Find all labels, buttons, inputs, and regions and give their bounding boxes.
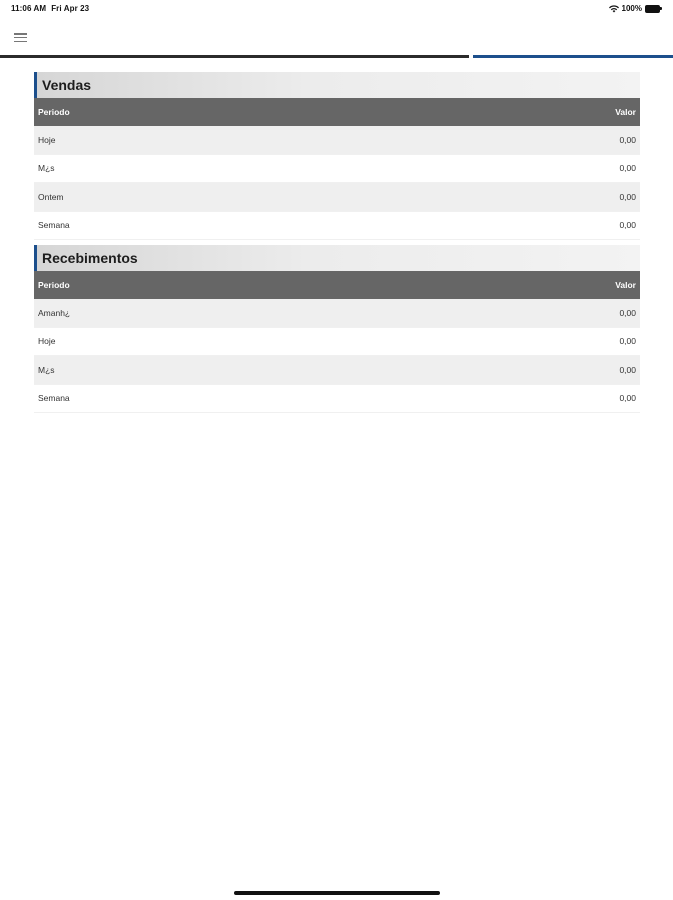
recebimentos-section [34, 245, 640, 413]
status-time: 11:06 AM [11, 4, 47, 13]
vendas-section-header [34, 72, 640, 98]
status-bar [0, 0, 673, 18]
table-row [34, 126, 640, 155]
vendas-section [34, 72, 640, 240]
recebimentos-section-header [34, 245, 640, 271]
vendas-col-periodo: Periodo [38, 107, 70, 117]
periodo-cell: Semana [38, 393, 70, 404]
table-row [34, 356, 640, 385]
battery-percent: 100% [621, 4, 642, 13]
periodo-cell: Hoje [38, 134, 56, 145]
table-row [34, 183, 640, 212]
recebimentos-col-periodo: Periodo [38, 280, 70, 290]
vendas-col-valor: Valor [615, 107, 636, 117]
valor-cell: 0,00 [619, 364, 636, 375]
table-row [34, 328, 640, 357]
valor-cell: 0,00 [619, 191, 636, 202]
wifi-icon [609, 5, 619, 13]
periodo-cell: M¿s [38, 163, 55, 174]
periodo-cell: Ontem [38, 191, 64, 202]
periodo-cell: Semana [38, 220, 70, 231]
valor-cell: 0,00 [619, 307, 636, 318]
recebimentos-table-body [34, 299, 640, 413]
hamburger-menu-icon[interactable] [14, 33, 27, 43]
divider-dark-segment [0, 55, 469, 58]
battery-icon [645, 5, 662, 13]
periodo-cell: Amanh¿ [38, 307, 71, 318]
vendas-table-header [34, 98, 640, 126]
status-time-date [11, 4, 89, 13]
table-row [34, 385, 640, 414]
valor-cell: 0,00 [619, 220, 636, 231]
status-indicators [609, 4, 662, 13]
table-row [34, 299, 640, 328]
recebimentos-col-valor: Valor [615, 280, 636, 290]
recebimentos-title: Recebimentos [42, 250, 138, 266]
table-row [34, 212, 640, 241]
valor-cell: 0,00 [619, 393, 636, 404]
header-divider-bar [0, 55, 673, 58]
table-row [34, 155, 640, 184]
status-date: Fri Apr 23 [51, 4, 90, 13]
valor-cell: 0,00 [619, 336, 636, 347]
recebimentos-table-header [34, 271, 640, 299]
vendas-table-body [34, 126, 640, 240]
vendas-title: Vendas [42, 77, 92, 93]
home-indicator[interactable] [234, 891, 440, 895]
valor-cell: 0,00 [619, 134, 636, 145]
periodo-cell: M¿s [38, 364, 55, 375]
divider-accent-segment [473, 55, 673, 58]
valor-cell: 0,00 [619, 163, 636, 174]
periodo-cell: Hoje [38, 336, 56, 347]
